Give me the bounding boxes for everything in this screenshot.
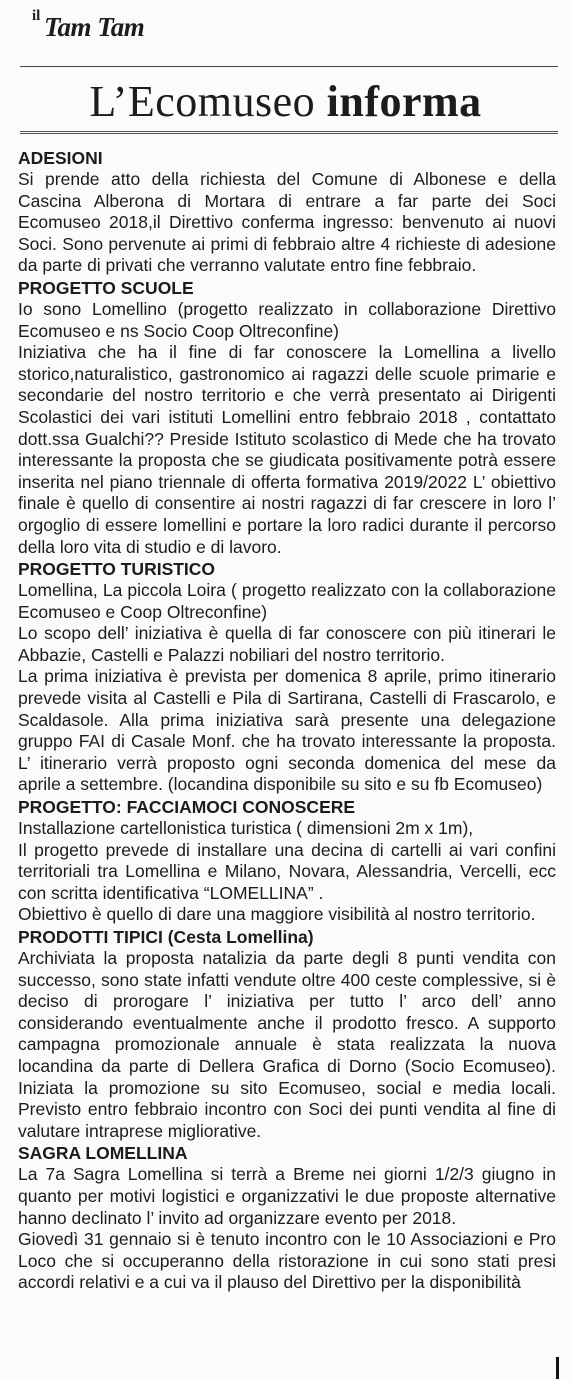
title-rule-top [20,66,558,67]
section-adesioni [18,147,556,277]
section-paragraph: Il progetto prevede di installare una decina di cartelli ai vari confini territoriali tra Lomellina e Milano, Novara, Alessandria, Vercelli, ecc con scritta identificativa “LOMELLINA” . [18,839,556,903]
section-paragraph: Lo scopo dell’ iniziativa è quella di far conoscere con più itinerari le Abbazie, Castelli e Palazzi nobiliari del nostro territorio. [18,623,556,665]
section-paragraph: La 7a Sagra Lomellina si terrà a Breme nei giorni 1/2/3 giugno in quanto per motivi logistici e organizzativi le due proposte alternative hanno declinato l’ invito ad organizzare evento per 2018. [18,1164,556,1228]
section-paragraph: Installazione cartellonistica turistica ( dimensioni 2m x 1m), [18,818,474,839]
title-part-2: informa [326,77,482,126]
section-progetto-turistico [18,558,556,796]
section-heading: SAGRA LOMELLINA [18,1143,188,1164]
section-heading: PROGETTO: FACCIAMOCI CONOSCERE [18,797,356,818]
page-title [0,74,571,130]
section-paragraph: Obiettivo è quello di dare una maggiore visibilità al nostro territorio. [18,904,536,925]
title-part-1: L’Ecomuseo [89,77,316,126]
column-edge-mark [556,1357,559,1379]
section-facciamoci-conoscere [18,796,556,926]
section-paragraph: La prima iniziativa è prevista per domenica 8 aprile, primo itinerario prevede visita al Castelli e Pila di Sartirana, Castelli di Frascarolo, e Scaldasole. Alla prima iniziativa sarà presente una delegazione gruppo FAI di Casale Monf. che ha trovato interessante la proposta. L’ itinerario verrà proposto ogni seconda domenica del mese da aprile a settembre. (locandina disponibile su sito e su fb Ecomuseo) [18,666,556,795]
section-paragraph: Archiviata la proposta natalizia da parte degli 8 punti vendita con successo, sono state infatti vendute oltre 400 ceste complessive, si è deciso di prorogare l’ iniziativa per tutto l’ arco dell’ anno considerando eventualmente anche il prodotto fresco. A supporto campagna promozionale annuale è stata realizzata la nuova locandina da parte di Dellera Grafica di Dorno (Socio Ecomuseo). Iniziata la promozione su sito Ecomuseo, social e media locali. Previsto entro febbraio incontro con Soci dei punti vendita al fine di valutare intraprese migliorative. [18,948,556,1141]
section-paragraph: Lomellina, La piccola Loira ( progetto realizzato con la collaborazione Ecomuseo e Coop Oltreconfine) [18,580,556,622]
section-heading: PROGETTO TURISTICO [18,559,216,580]
section-heading: PROGETTO SCUOLE [18,277,194,298]
section-progetto-scuole [18,277,556,558]
title-rule-bottom [20,131,558,134]
article-body [18,147,556,1294]
section-paragraph: Io sono Lomellino (progetto realizzato in collaborazione Direttivo Ecomuseo e ns Socio Coop Oltreconfine) [18,298,556,341]
masthead-prefix: il [32,8,41,24]
section-paragraph: Si prende atto della richiesta del Comune di Albonese e della Cascina Alberona di Mortara di entrare a far parte dei Soci Ecomuseo 2018,il Direttivo conferma ingresso: benvenuto ai nuovi Soci. Sono pervenute ai primi di febbraio altre 4 richieste di adesione da parte di privati che verranno valutate entro fine febbraio. [18,169,556,276]
section-heading: ADESIONI [18,148,103,168]
section-paragraph: Giovedì 31 gennaio si è tenuto incontro con le 10 Associazioni e Pro Loco che si occuperanno della ristorazione in cui sono stati presi accordi relativi e a cui va il plauso del Direttivo per la disponibilità [18,1229,556,1293]
masthead-name: Tam Tam [44,12,145,42]
section-sagra-lomellina [18,1142,556,1294]
section-prodotti-tipici [18,926,556,1142]
section-paragraph: Iniziativa che ha il fine di far conoscere la Lomellina a livello storico,naturalistico, gastronomico ai ragazzi delle scuole primarie e secondarie del nostro territorio e che verrà presentato ai Dirigenti Scolastici dei vari istituti Lomellini entro febbraio 2018 , contattato dott.ssa Gualchi?? Preside Istituto scolastico di Mede che ha trovato interessante la proposta che se giudicata positivamente potrà essere inserita nel piano triennale di offerta formativa 2019/2022 L’ obiettivo finale è quello di consentire ai nostri ragazzi di far crescere in loro l’ orgoglio di essere lomellini e portare la loro radici durante il percorso della loro vita di studio e di lavoro. [18,342,556,557]
section-heading: PRODOTTI TIPICI (Cesta Lomellina) [18,927,314,947]
